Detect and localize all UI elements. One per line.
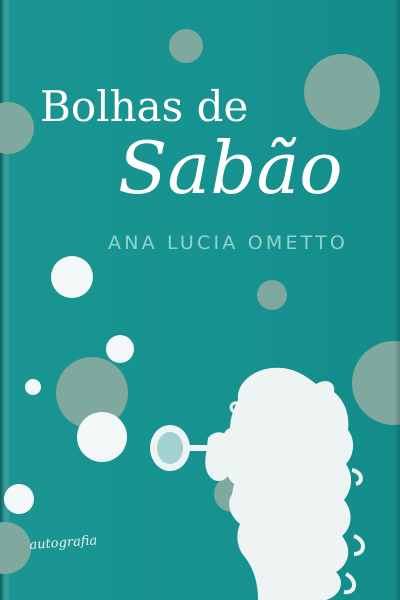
author-name: ANA LUCIA OMETTO (108, 232, 349, 254)
hair-curl (354, 536, 363, 554)
hair-curl (344, 574, 354, 592)
hair-curl (352, 470, 361, 484)
bubble-gray (169, 29, 203, 63)
head-and-hair (223, 368, 353, 600)
bubble-gray (0, 102, 34, 154)
wand-bubble-inner (157, 432, 183, 464)
bubble-white (25, 379, 41, 395)
bubble-white (106, 335, 134, 363)
bubble-white (77, 412, 127, 462)
book-title-line1: Bolhas de (40, 82, 249, 131)
girl-silhouette-illustration (140, 360, 400, 600)
bubble-gray (0, 522, 31, 574)
bubble-white (51, 256, 93, 298)
bubble-white (4, 484, 34, 514)
book-title-line2: Sabão (118, 126, 343, 210)
bubble-gray (257, 280, 287, 310)
publisher-logo: autografia (28, 533, 98, 553)
edge-shading (394, 0, 400, 600)
